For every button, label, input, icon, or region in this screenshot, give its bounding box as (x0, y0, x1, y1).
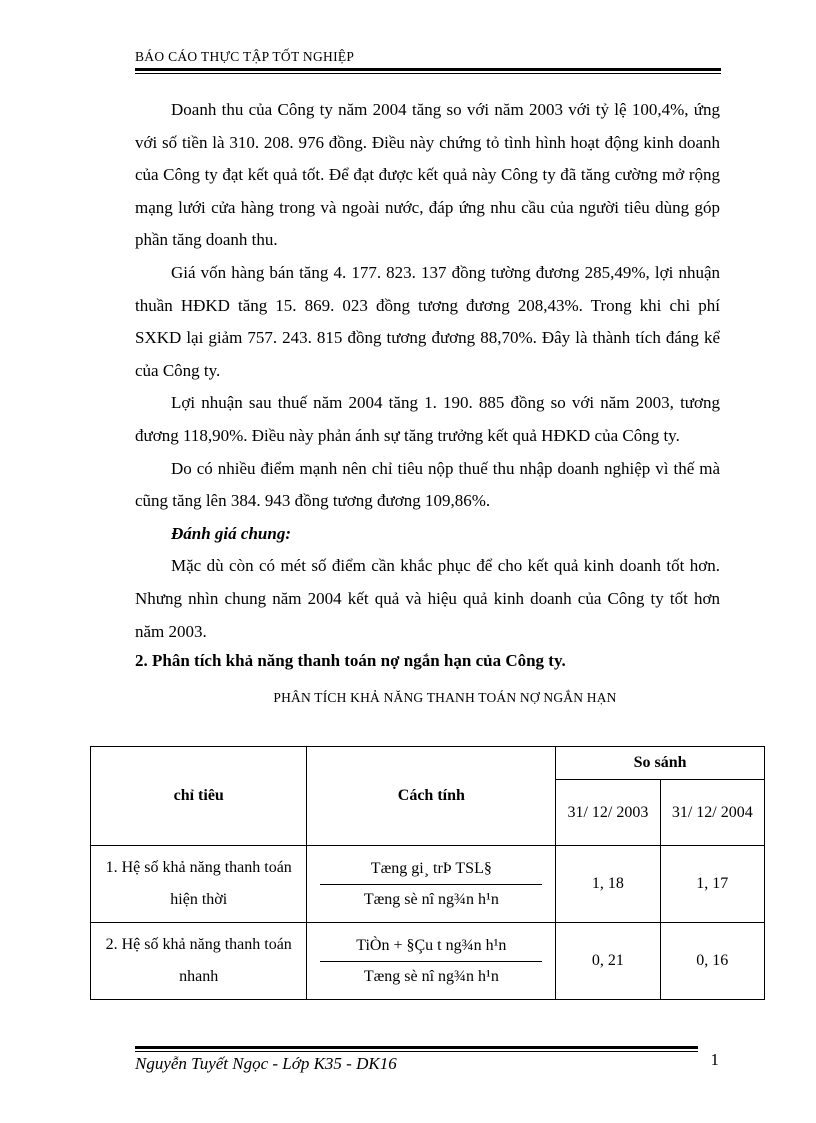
formula-numerator: Tæng gi¸ trÞ TSL§ (320, 860, 542, 885)
header-rule-thin (135, 73, 721, 74)
header-indicator: chỉ tiêu (91, 747, 307, 846)
row-value-2004: 0, 16 (660, 923, 764, 1000)
formula-denominator: Tæng sè nî ng¾n h¹n (363, 890, 499, 908)
paragraph-profit: Lợi nhuận sau thuế năm 2004 tăng 1. 190. 885 đồng so với năm 2003, tương đương 118,90%. Điều này phản ánh sự tăng trưởng kết quả HĐKD của Công ty. (135, 393, 720, 445)
page-header (135, 48, 721, 74)
table-row (91, 923, 765, 1000)
liquidity-table (90, 746, 765, 1000)
footer-author: Nguyễn Tuyết Ngọc - Lớp K35 - DK16 (135, 1054, 397, 1073)
footer-rule-thin (135, 1051, 698, 1052)
row-formula (307, 846, 556, 923)
assessment-text: Mặc dù còn có mét số điểm cần khắc phục để cho kết quả kinh doanh tốt hơn. Nhưng nhìn chung năm 2004 kết quả và hiệu quả kinh doanh của Công ty tốt hơn năm 2003. (135, 556, 720, 641)
footer-rule-thick (135, 1046, 698, 1049)
header-title: BÁO CÁO THỰC TẬP TỐT NGHIỆP (135, 49, 355, 64)
paragraph-cost: Giá vốn hàng bán tăng 4. 177. 823. 137 đồng tường đương 285,49%, lợi nhuận thuần HĐKD tăng 15. 869. 023 đồng tương đương 208,43%. Trong khi chi phí SXKD lại giảm 757. 243. 815 đồng tương đương 88,70%. Đây là thành tích đáng kể của Công ty. (135, 262, 720, 380)
header-formula: Cách tính (307, 747, 556, 846)
row-indicator: 1. Hệ số khả năng thanh toán hiện thời (91, 846, 307, 923)
page-number: 1 (710, 1050, 719, 1069)
page-footer (135, 1046, 721, 1073)
paragraph-tax: Do có nhiều điểm mạnh nên chỉ tiêu nộp thuế thu nhập doanh nghiệp vì thế mà cũng tăng lên 384. 943 đồng tương đương 109,86%. (135, 458, 720, 511)
table-caption: PHÂN TÍCH KHẢ NĂNG THANH TOÁN NỢ NGẮN HẠN (273, 690, 617, 705)
table-row (91, 846, 765, 923)
header-year-2004: 31/ 12/ 2004 (660, 780, 764, 846)
formula-numerator: TiÒn + §Çu t ng¾n h¹n (320, 937, 542, 962)
header-compare: So sánh (556, 747, 765, 780)
row-value-2004: 1, 17 (660, 846, 764, 923)
row-formula (307, 923, 556, 1000)
body-text (135, 94, 720, 648)
formula-fraction (320, 860, 542, 909)
row-value-2003: 1, 18 (556, 846, 660, 923)
section-heading: 2. Phân tích khả năng thanh toán nợ ngắn hạn của Công ty. (135, 651, 566, 670)
formula-fraction (320, 937, 542, 986)
row-value-2003: 0, 21 (556, 923, 660, 1000)
assessment-heading: Đánh giá chung: (171, 523, 291, 543)
row-indicator: 2. Hệ số khả năng thanh toán nhanh (91, 923, 307, 1000)
paragraph-revenue: Doanh thu của Công ty năm 2004 tăng so với năm 2003 với tỷ lệ 100,4%, ứng với số tiền là 310. 208. 976 đồng. Điều này chứng tỏ tình hình hoạt động kinh doanh của Công ty đạt kết quả tốt. Để đạt được kết quả này Công ty đã tăng cường mở rộng mạng lưới cửa hàng trong và ngoài nước, đáp ứng nhu cầu của người tiêu dùng góp phần tăng doanh thu. (135, 100, 720, 250)
header-rule-thick (135, 68, 721, 71)
header-year-2003: 31/ 12/ 2003 (556, 780, 660, 846)
formula-denominator: Tæng sè nî ng¾n h¹n (363, 967, 499, 985)
